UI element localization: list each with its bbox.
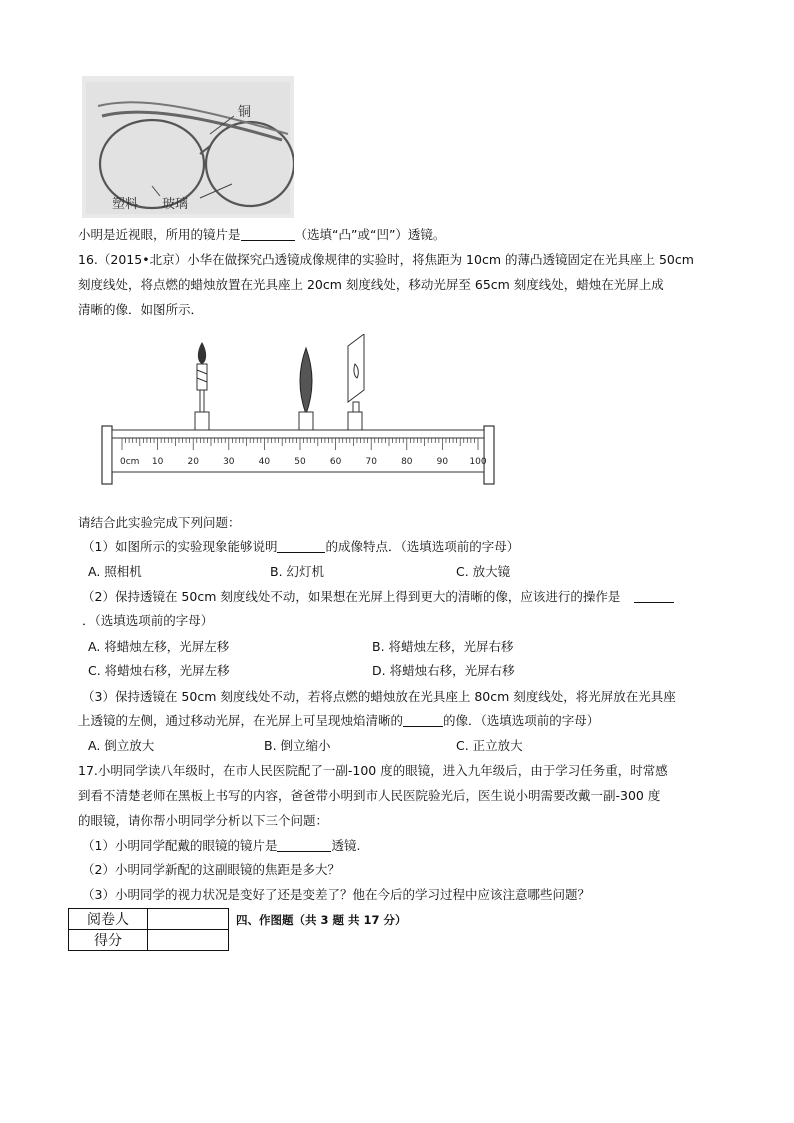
q16-intro: 请结合此实验完成下列问题： — [78, 515, 241, 530]
score-box — [68, 908, 229, 951]
label-plastic: 塑料 — [112, 197, 139, 212]
q16-sub1-blank[interactable] — [277, 539, 325, 553]
q16-line3: 清晰的像．如图所示． — [78, 302, 204, 317]
q16-sub2-line1: （2）保持透镜在 50cm 刻度线处不动，如果想在光屏上得到更大的清晰的像，应该进行的操作是 — [82, 588, 674, 606]
q17-sub2: （2）小明同学新配的这副眼镜的焦距是多大？ — [82, 862, 340, 877]
q15-answer-blank[interactable] — [241, 227, 295, 241]
q16-line1: 16.（2015•北京）小华在做探究凸透镜成像规律的实验时，将焦距为 10cm 的薄凸透镜固定在光具座上 50cm — [78, 252, 694, 267]
optical-bench-figure — [96, 334, 528, 488]
ruler-label: 10 — [151, 457, 164, 467]
q16-sub2-option-b[interactable]: B. 将蜡烛左移，光屏右移 — [372, 639, 514, 654]
q16-sub1-option-c[interactable]: C. 放大镜 — [456, 564, 511, 579]
score-label: 得分 — [69, 930, 148, 951]
q16-sub1-option-b[interactable]: B. 幻灯机 — [270, 564, 325, 579]
q16-sub2-option-a[interactable]: A. 将蜡烛左移，光屏左移 — [88, 639, 230, 654]
convex-lens — [299, 348, 313, 438]
q16-sub3-blank[interactable] — [403, 713, 443, 727]
label-glass: 玻璃 — [162, 197, 189, 212]
ruler-label: 100 — [469, 457, 487, 467]
ruler-label: 40 — [258, 457, 271, 467]
light-screen — [348, 334, 364, 438]
reviewer-label: 阅卷人 — [69, 909, 148, 930]
q16-sub2-option-d[interactable]: D. 将蜡烛右移，光屏右移 — [372, 663, 515, 678]
ruler-label: 60 — [329, 457, 342, 467]
q17-line3: 的眼镜，请你帮小明同学分析以下三个问题： — [78, 813, 329, 828]
q16-sub3-line1: （3）保持透镜在 50cm 刻度线处不动，若将点燃的蜡烛放在光具座上 80cm 刻度线处，将光屏放在光具座 — [82, 689, 676, 704]
q16-line2: 刻度线处，将点燃的蜡烛放置在光具座上 20cm 刻度线处，移动光屏至 65cm 刻度线处，蜡烛在光屏上成 — [78, 277, 664, 292]
candle — [195, 342, 209, 438]
q17-line1: 17.小明同学读八年级时，在市人民医院配了一副-100 度的眼镜，进入九年级后，由于学习任务重，时常感 — [78, 763, 668, 778]
reviewer-field[interactable] — [148, 909, 229, 930]
ruler-label: 20 — [187, 457, 199, 467]
q17-sub1: （1）小明同学配戴的眼镜的镜片是 透镜. — [82, 838, 361, 853]
q16-sub3-option-b[interactable]: B. 倒立缩小 — [264, 738, 331, 753]
q16-sub2-blank[interactable] — [634, 589, 674, 603]
q16-sub2-option-c[interactable]: C. 将蜡烛右移，光屏左移 — [88, 663, 230, 678]
q16-sub2-line2: ．（选填选项前的字母） — [82, 613, 214, 628]
ruler-label: 0cm — [120, 457, 140, 467]
q16-sub3-line2: 上透镜的左侧，通过移动光屏，在光屏上可呈现烛焰清晰的 的像．（选填选项前的字母） — [78, 713, 600, 728]
ruler-label: 70 — [365, 457, 377, 467]
q16-sub1-option-a[interactable]: A. 照相机 — [88, 564, 142, 579]
ruler-label: 90 — [436, 457, 449, 467]
q17-line2: 到看不清楚老师在黑板上书写的内容，爸爸带小明到市人民医院验光后，医生说小明需要改戴一副-300 度 — [78, 788, 661, 803]
label-copper: 铜 — [238, 105, 252, 120]
q15-line: 小明是近视眼，所用的镜片是 （选填“凸”或“凹”）透镜。 — [78, 227, 446, 242]
q16-sub1: （1）如图所示的实验现象能够说明 的成像特点．（选填选项前的字母） — [82, 539, 520, 554]
ruler-label: 50 — [294, 457, 306, 467]
ruler-label: 30 — [223, 457, 235, 467]
glasses-figure — [82, 76, 294, 218]
ruler-label: 80 — [401, 457, 413, 467]
q16-sub3-option-c[interactable]: C. 正立放大 — [456, 738, 523, 753]
q16-sub3-option-a[interactable]: A. 倒立放大 — [88, 738, 155, 753]
section-4-title: 四、作图题（共 3 题 共 17 分） — [236, 913, 407, 927]
q17-sub3: （3）小明同学的视力状况是变好了还是变差了？他在今后的学习过程中应该注意哪些问题？ — [82, 887, 590, 902]
q17-sub1-blank[interactable] — [277, 838, 331, 852]
score-field[interactable] — [148, 930, 229, 951]
